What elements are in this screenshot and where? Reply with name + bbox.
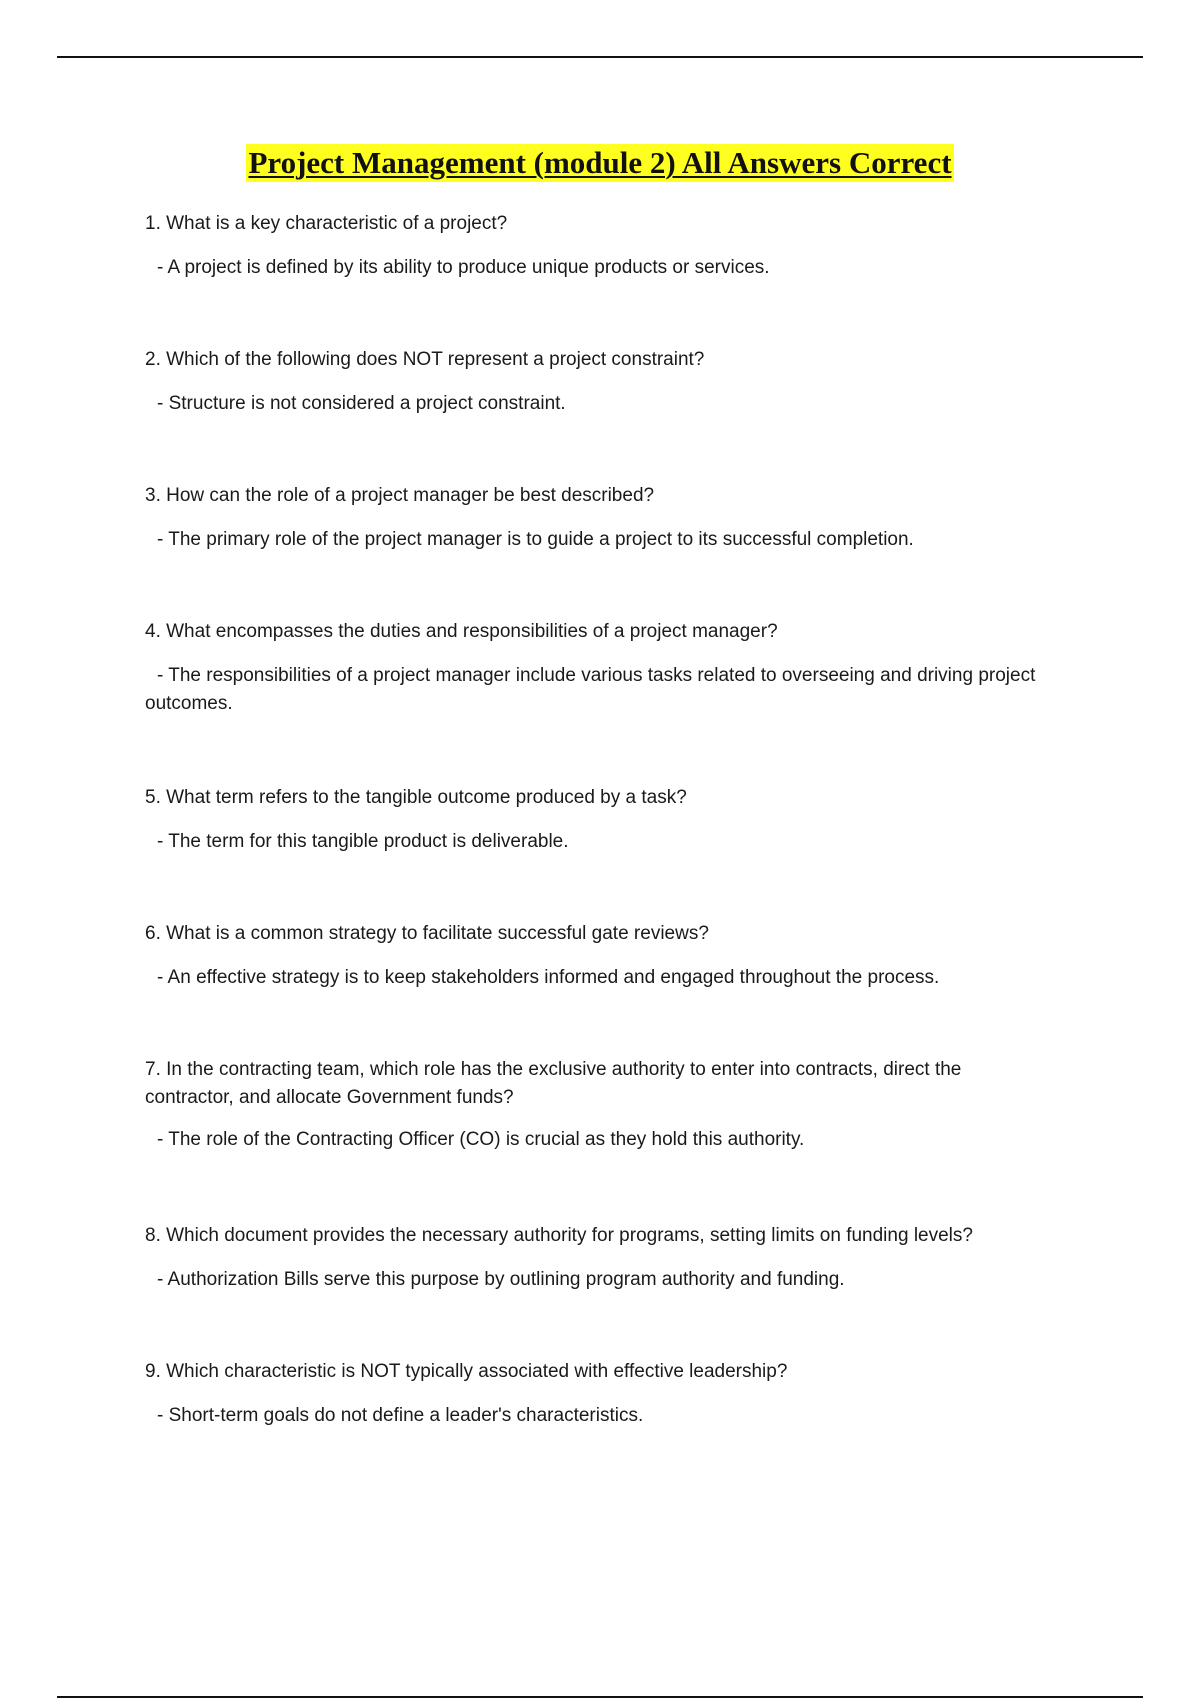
question-text: 8. Which document provides the necessary authority for programs, setting limits on funding levels? — [145, 1225, 973, 1246]
qa-item — [145, 1222, 1045, 1358]
title-container — [0, 144, 1200, 182]
answer-text: - Structure is not considered a project constraint. — [157, 393, 566, 414]
answer-text: - The responsibilities of a project manager include various tasks related to overseeing and driving project outcomes. — [145, 665, 1036, 714]
question-text: 1. What is a key characteristic of a project? — [145, 213, 508, 234]
question-list — [145, 210, 1045, 1494]
qa-item — [145, 210, 1045, 346]
answer-text: - Authorization Bills serve this purpose by outlining program authority and funding. — [157, 1269, 845, 1290]
footer-rule — [57, 1696, 1143, 1698]
qa-item — [145, 1358, 1045, 1494]
question-text: 2. Which of the following does NOT represent a project constraint? — [145, 349, 705, 370]
answer-text: - The role of the Contracting Officer (CO) is crucial as they hold this authority. — [157, 1129, 805, 1150]
qa-item — [145, 618, 1045, 784]
qa-item — [145, 482, 1045, 618]
question-text: 9. Which characteristic is NOT typically associated with effective leadership? — [145, 1361, 788, 1382]
answer-text: - A project is defined by its ability to produce unique products or services. — [157, 257, 770, 278]
qa-item — [145, 784, 1045, 920]
answer-text: - Short-term goals do not define a leader's characteristics. — [157, 1405, 644, 1426]
document-title: Project Management (module 2) All Answers Correct — [248, 145, 952, 180]
answer-text: - The term for this tangible product is deliverable. — [157, 831, 569, 852]
answer-text: - The primary role of the project manager is to guide a project to its successful completion. — [157, 529, 914, 550]
qa-item — [145, 920, 1045, 1056]
question-text: 5. What term refers to the tangible outcome produced by a task? — [145, 787, 687, 808]
answer-text: - An effective strategy is to keep stakeholders informed and engaged throughout the process. — [157, 967, 940, 988]
question-text: 6. What is a common strategy to facilitate successful gate reviews? — [145, 923, 709, 944]
qa-item — [145, 346, 1045, 482]
question-text: 3. How can the role of a project manager be best described? — [145, 485, 655, 506]
header-rule — [57, 56, 1143, 58]
qa-item — [145, 1056, 1045, 1222]
question-text: 7. In the contracting team, which role has the exclusive authority to enter into contracts, direct the contractor, and allocate Government funds? — [145, 1059, 962, 1108]
question-text: 4. What encompasses the duties and responsibilities of a project manager? — [145, 621, 778, 642]
